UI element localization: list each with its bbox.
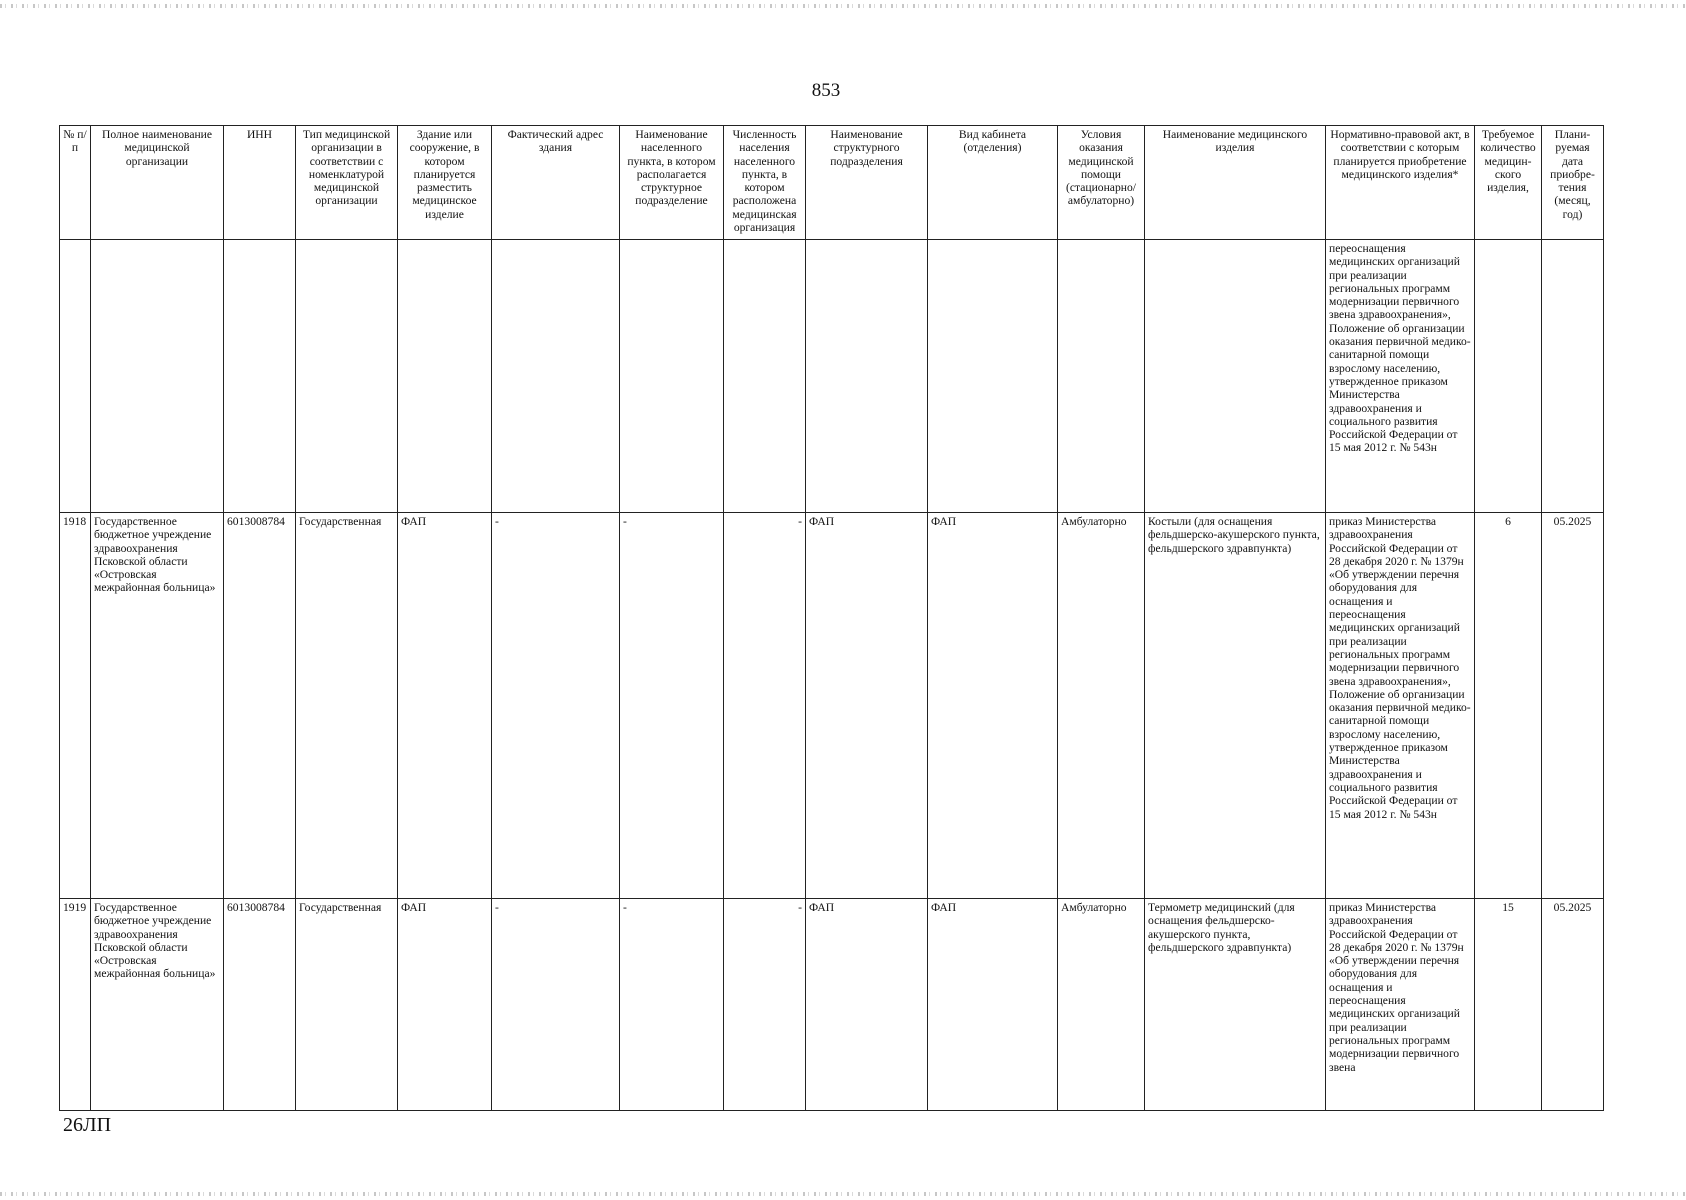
cell-building: ФАП [398, 513, 492, 899]
cell-device: Костыли (для оснащения фельдшерско-акушерского пункта, фельдшерского здравпункта) [1145, 513, 1326, 899]
cell-act: приказ Министерства здравоохранения Российской Федерации от 28 декабря 2020 г. № 1379н «Об утверждении перечня оборудования для оснащения и переоснащения медицинских организаций при реализации региональных программ модернизации первичного звена [1326, 899, 1475, 1111]
header-locality: Наименование населенного пункта, в котором располагается структурное подразделение [620, 126, 724, 240]
cell-org [91, 240, 224, 513]
table-row [60, 899, 1604, 1111]
cell-qty: 6 [1475, 513, 1542, 899]
cell-type: Государственная [296, 899, 398, 1111]
cell-num: 1919 [60, 899, 91, 1111]
header-qty: Требуемое количество медицин-ского изделия, [1475, 126, 1542, 240]
cell-date: 05.2025 [1542, 513, 1604, 899]
header-building: Здание или сооружение, в котором планируется разместить медицинское изделие [398, 126, 492, 240]
cell-type [296, 240, 398, 513]
cell-building: ФАП [398, 899, 492, 1111]
cell-org: Государственное бюджетное учреждение здравоохранения Псковской области «Островская межрайонная больница» [91, 899, 224, 1111]
cell-address: - [492, 899, 620, 1111]
header-address: Фактический адрес здания [492, 126, 620, 240]
cell-population: - [724, 513, 806, 899]
cell-num: 1918 [60, 513, 91, 899]
medical-equipment-table [59, 125, 1604, 1111]
header-date: Плани-руемая дата приобре-тения (месяц, год) [1542, 126, 1604, 240]
cell-act: переоснащения медицинских организаций при реализации региональных программ модернизации первичного звена здравоохранения», Положение об организации оказания первичной медико-санитарной помощи взрослому населению, утвержденное приказом Министерства здравоохранения и социального развития Российской Федерации от 15 мая 2012 г. № 543н [1326, 240, 1475, 513]
cell-population: - [724, 899, 806, 1111]
cell-conditions: Амбулаторно [1058, 899, 1145, 1111]
cell-unit: ФАП [806, 513, 928, 899]
cell-locality [620, 240, 724, 513]
cell-inn: 6013008784 [224, 899, 296, 1111]
header-act: Нормативно-правовой акт, в соответствии с которым планируется приобретение медицинского изделия* [1326, 126, 1475, 240]
cell-org: Государственное бюджетное учреждение здравоохранения Псковской области «Островская межрайонная больница» [91, 513, 224, 899]
cell-date: 05.2025 [1542, 899, 1604, 1111]
cell-device: Термометр медицинский (для оснащения фельдшерско-акушерского пункта, фельдшерского здравпункта) [1145, 899, 1326, 1111]
header-unit: Наименование структурного подразделения [806, 126, 928, 240]
cell-population [724, 240, 806, 513]
cell-inn: 6013008784 [224, 513, 296, 899]
cell-act: приказ Министерства здравоохранения Российской Федерации от 28 декабря 2020 г. № 1379н «Об утверждении перечня оборудования для оснащения и переоснащения медицинских организаций при реализации региональных программ модернизации первичного звена здравоохранения», Положение об организации оказания первичной медико-санитарной помощи взрослому населению, утвержденное приказом Министерства здравоохранения и социального развития Российской Федерации от 15 мая 2012 г. № 543н [1326, 513, 1475, 899]
header-population: Численность населения населенного пункта, в котором расположена медицинская организация [724, 126, 806, 240]
header-inn: ИНН [224, 126, 296, 240]
scan-edge-bottom [0, 1192, 1686, 1196]
cell-address: - [492, 513, 620, 899]
cell-unit [806, 240, 928, 513]
cell-conditions: Амбулаторно [1058, 513, 1145, 899]
cell-locality: - [620, 899, 724, 1111]
cell-cabinet: ФАП [928, 513, 1058, 899]
cell-cabinet [928, 240, 1058, 513]
cell-unit: ФАП [806, 899, 928, 1111]
cell-date [1542, 240, 1604, 513]
header-conditions: Условия оказания медицинской помощи (стационарно/ амбулаторно) [1058, 126, 1145, 240]
header-type: Тип медицинской организации в соответствии с номенклатурой медицинской организации [296, 126, 398, 240]
page-number: 853 [811, 80, 841, 101]
cell-address [492, 240, 620, 513]
scan-edge-top [0, 4, 1686, 8]
cell-inn [224, 240, 296, 513]
cell-cabinet: ФАП [928, 899, 1058, 1111]
cell-qty [1475, 240, 1542, 513]
cell-locality: - [620, 513, 724, 899]
table-row [60, 513, 1604, 899]
cell-num [60, 240, 91, 513]
cell-conditions [1058, 240, 1145, 513]
footer-code: 26ЛП [63, 1114, 112, 1136]
header-device: Наименование медицинского изделия [1145, 126, 1326, 240]
cell-device [1145, 240, 1326, 513]
cell-type: Государственная [296, 513, 398, 899]
cell-building [398, 240, 492, 513]
cell-qty: 15 [1475, 899, 1542, 1111]
header-cabinet: Вид кабинета (отделения) [928, 126, 1058, 240]
table-row [60, 240, 1604, 513]
header-row [60, 126, 1604, 240]
header-org: Полное наименование медицинской организации [91, 126, 224, 240]
header-num: № п/п [60, 126, 91, 240]
